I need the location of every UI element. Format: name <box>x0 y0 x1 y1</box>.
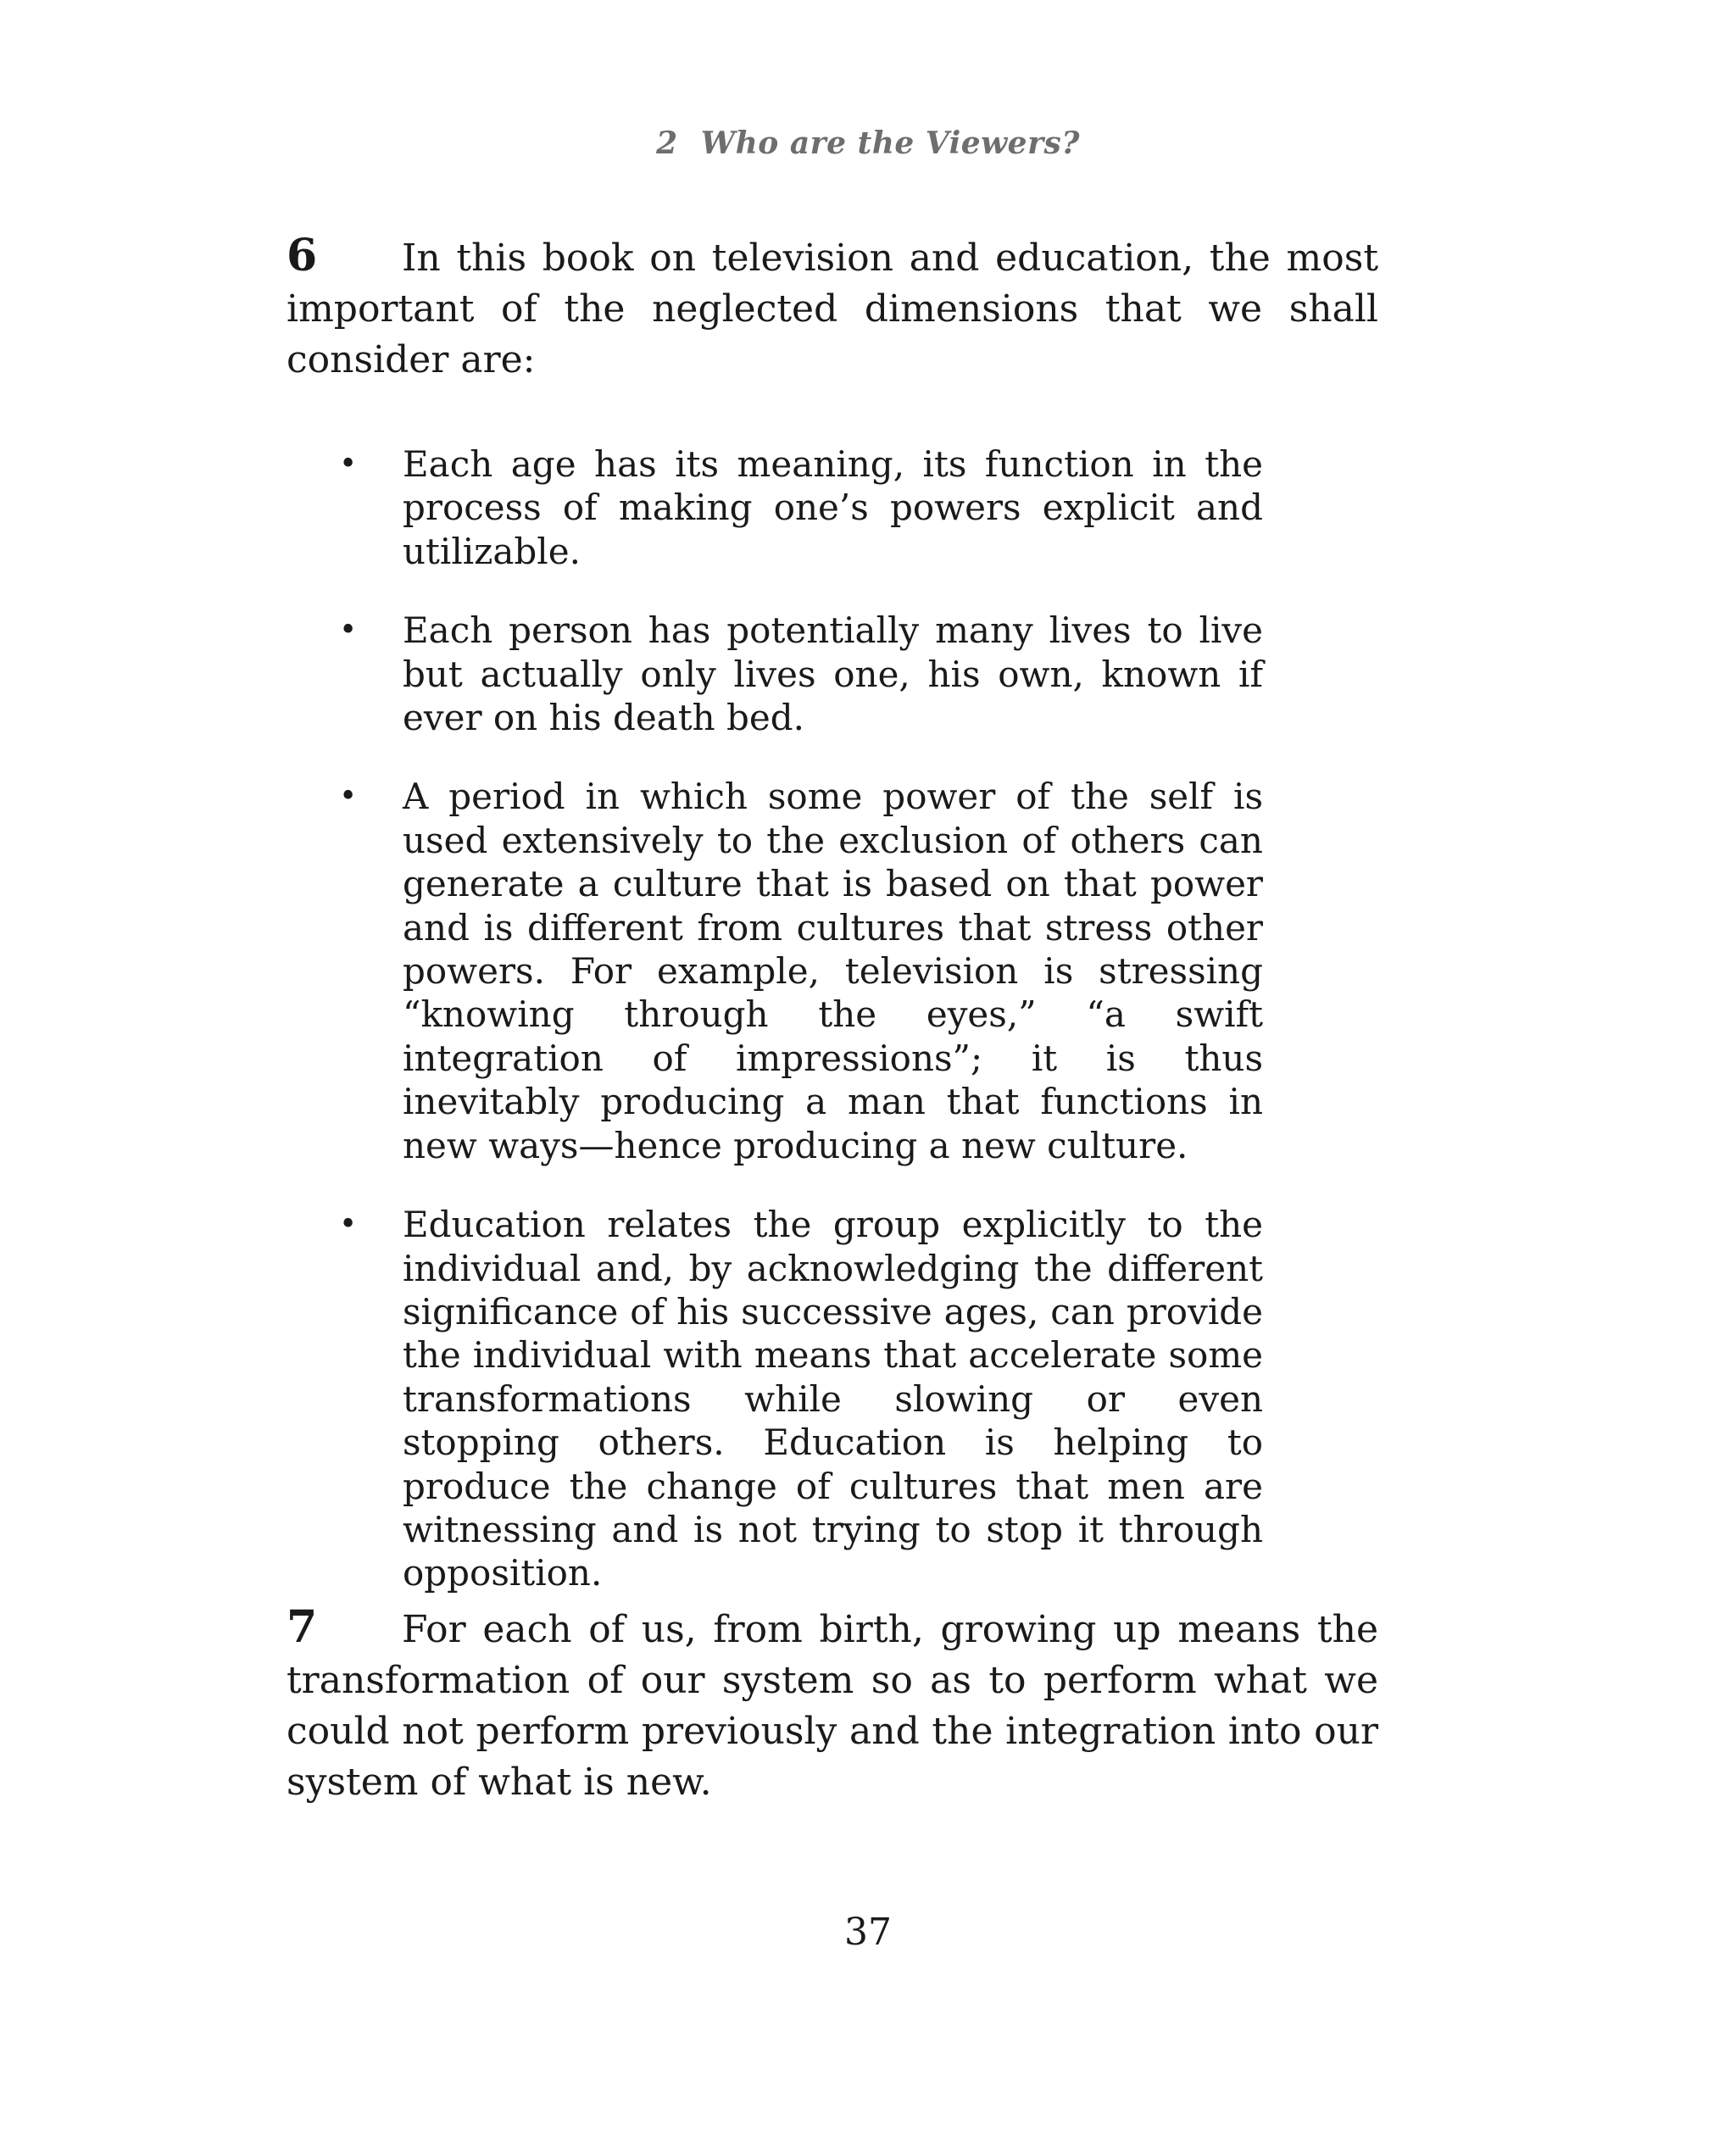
bullet-item <box>339 775 1263 1167</box>
chapter-number: 2 <box>656 125 678 161</box>
bullet-text: A period in which some power of the self is used extensively to the exclusion of others can generate a culture that is based on that power and is different from cultures that stress other powers. For example, television is stressing “knowing through the eyes,” “a swift integration of impressions”; it is thus inevitably producing a man that functions in new ways—hence producing a new culture. <box>403 776 1263 1166</box>
bullet-item <box>339 609 1263 739</box>
bullet-item <box>339 1203 1263 1595</box>
paragraph-number: 6 <box>287 230 318 281</box>
running-head <box>0 125 1736 161</box>
bullet-text: Each age has its meaning, its function in the process of making one’s powers explicit and utilizable. <box>403 443 1263 572</box>
paragraph-7 <box>287 1602 1378 1808</box>
chapter-title: Who are the Viewers? <box>700 125 1080 161</box>
bullet-icon: • <box>339 613 358 648</box>
bullet-icon: • <box>339 779 358 815</box>
paragraph-text: For each of us, from birth, growing up means the transformation of our system so as to perform what we could not perform previously and the integration into our system of what is new. <box>287 1608 1378 1804</box>
paragraph-number: 7 <box>287 1601 318 1653</box>
bullet-item <box>339 442 1263 573</box>
bullet-text: Each person has potentially many lives to live but actually only lives one, his own, known if ever on his death bed. <box>403 609 1263 739</box>
page-number: 37 <box>844 1911 892 1954</box>
paragraph-text: In this book on television and education, the most important of the neglected dimensions that we shall consider are: <box>287 236 1378 381</box>
bullet-list <box>339 442 1263 1631</box>
bullet-icon: • <box>339 447 358 481</box>
bullet-icon: • <box>339 1207 358 1243</box>
bullet-text: Education relates the group explicitly to the individual and, by acknowledging the different significance of his successive ages, can provide the individual with means that accelerate some transformations while slowing or even stopping others. Education is helping to produce the change of cultures that men are witnessing and is not trying to stop it through opposition. <box>403 1204 1263 1594</box>
paragraph-6 <box>287 231 1378 386</box>
